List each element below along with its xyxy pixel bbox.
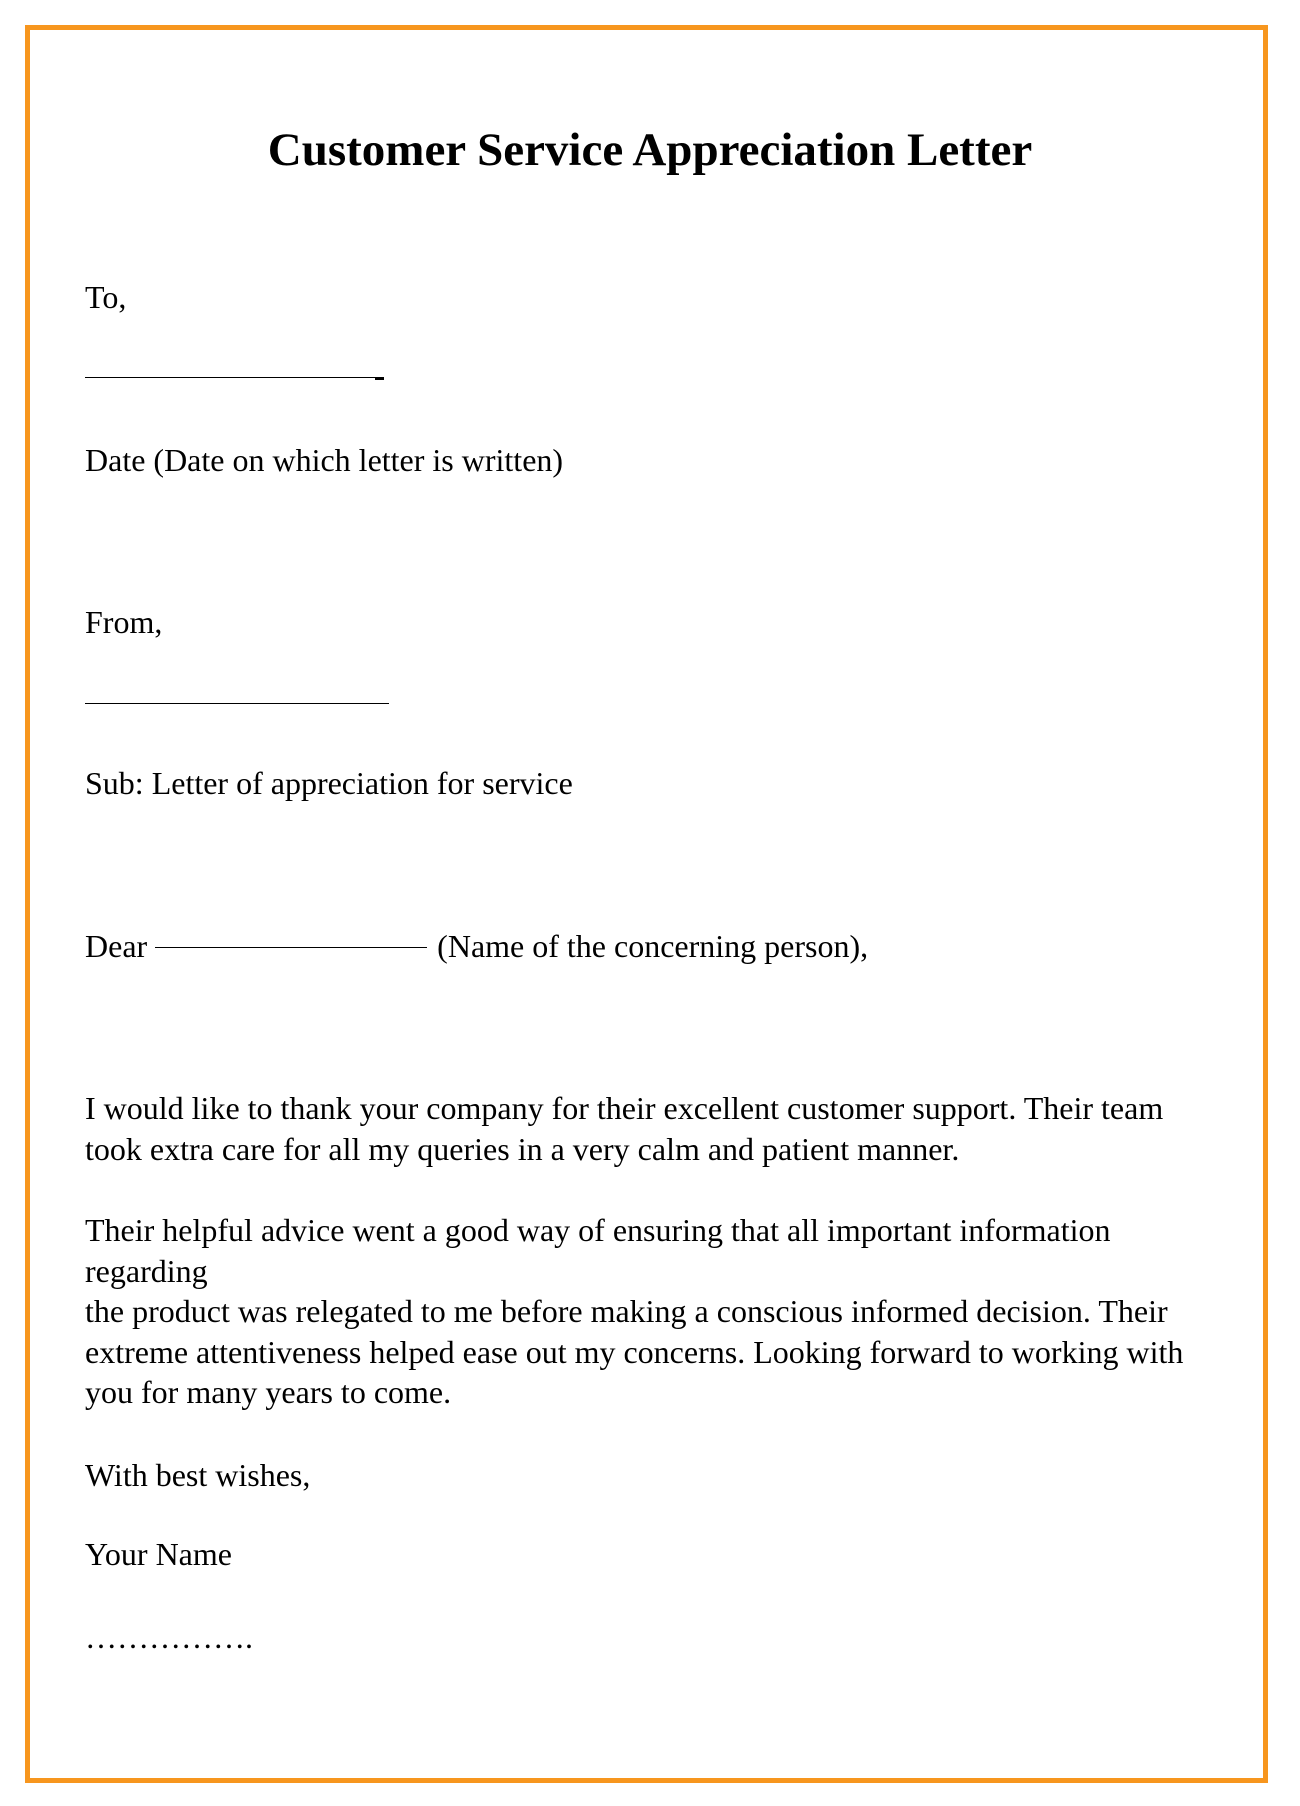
recipient-blank-dash (375, 377, 384, 380)
from-label: From, (85, 604, 163, 640)
sender-blank-line (85, 703, 389, 704)
paragraph-line: took extra care for all my queries in a very calm and patient manner. (85, 1130, 960, 1167)
paragraph-line: you for many years to come. (85, 1374, 452, 1410)
paragraph-1 (85, 1088, 1215, 1169)
signature-name: Your Name (85, 1536, 232, 1572)
paragraph-line: regarding (85, 1252, 208, 1289)
salutation-prefix: Dear (85, 928, 148, 964)
signature-placeholder: ……………. (85, 1619, 253, 1655)
salutation-blank-line (155, 947, 427, 948)
closing: With best wishes, (85, 1457, 311, 1493)
paragraph-line: extreme attentiveness helped ease out my concerns. Looking forward to working with (85, 1333, 1184, 1370)
date-line: Date (Date on which letter is written) (85, 442, 564, 478)
recipient-blank-line (85, 377, 375, 378)
paragraph-line: the product was relegated to me before making a conscious informed decision. Their (85, 1293, 1168, 1329)
paragraph-line: I would like to thank your company for their excellent customer support. Their team (85, 1090, 1164, 1126)
letter-title: Customer Service Appreciation Letter (267, 124, 1033, 176)
to-label: To, (85, 279, 127, 315)
salutation (85, 926, 868, 966)
paragraph-2 (85, 1210, 1215, 1413)
salutation-suffix: (Name of the concerning person), (437, 928, 869, 964)
paragraph-line: Their helpful advice went a good way of ensuring that all important information (85, 1212, 1111, 1248)
subject-line: Sub: Letter of appreciation for service (85, 765, 573, 801)
page-border (25, 25, 1268, 1783)
